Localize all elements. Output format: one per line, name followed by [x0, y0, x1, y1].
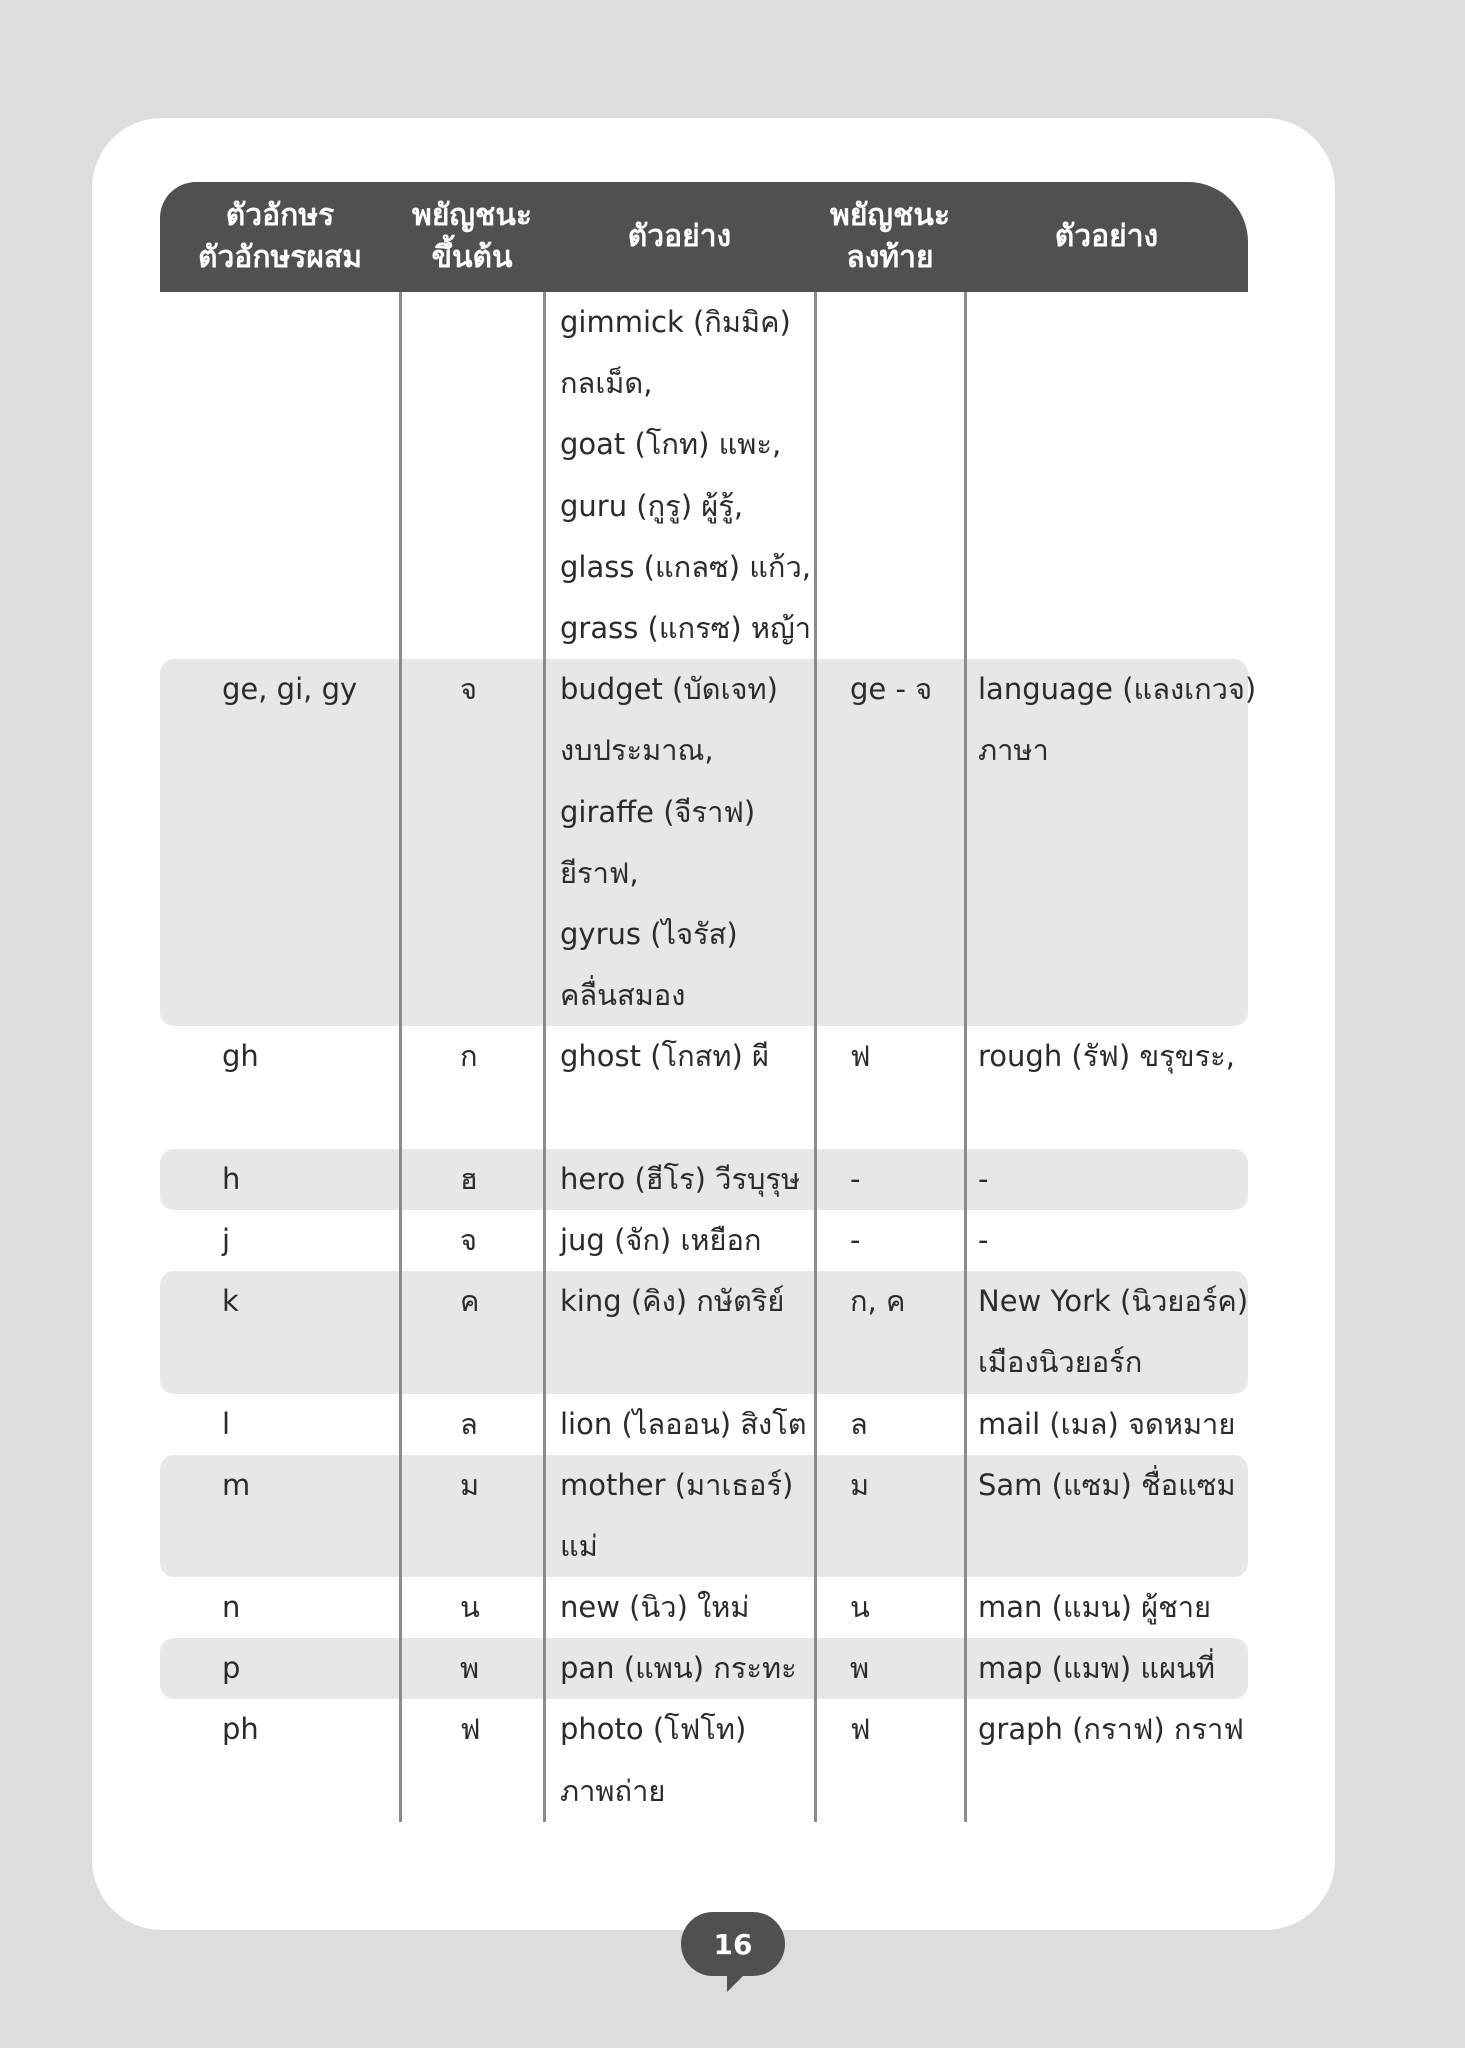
table-body — [160, 292, 1257, 1822]
cell-initial — [460, 1210, 477, 1271]
example-line: map (แมพ) แผนที่ — [978, 1651, 1216, 1686]
cell-text: ฟ — [460, 1712, 481, 1747]
cell-initial-examples — [560, 1210, 761, 1271]
cell-letter — [222, 659, 357, 720]
page-number-tail — [727, 1970, 749, 1992]
cell-text: ค — [460, 1284, 480, 1319]
cell-text: ก — [460, 1039, 478, 1074]
cell-text: น — [460, 1590, 480, 1625]
table-row — [160, 1699, 1248, 1821]
cell-text: น — [850, 1590, 870, 1625]
example-line: ยีราฟ, — [560, 855, 639, 890]
cell-initial-examples — [560, 1026, 769, 1087]
cell-text: จ — [460, 1222, 477, 1257]
cell-initial-examples — [560, 292, 811, 659]
example-line: man (แมน) ผู้ชาย — [978, 1590, 1212, 1625]
cell-final-examples — [978, 1455, 1236, 1516]
cell-final-examples — [978, 1026, 1235, 1087]
cell-initial-examples — [560, 1638, 797, 1699]
example-line: king (คิง) กษัตริย์ — [560, 1284, 785, 1319]
example-line: new (นิว) ใหม่ — [560, 1590, 750, 1625]
cell-initial-examples — [560, 1149, 800, 1210]
cell-final — [850, 1394, 868, 1455]
example-line: ภาพถ่าย — [560, 1773, 666, 1808]
example-line: ghost (โกสท) ผี — [560, 1039, 770, 1074]
cell-text: m — [222, 1467, 251, 1502]
example-line: gimmick (กิมมิค) — [560, 305, 791, 339]
cell-final-examples — [978, 1149, 988, 1210]
cell-final-examples — [978, 1577, 1211, 1638]
cell-initial — [460, 1394, 478, 1455]
cell-text: h — [222, 1161, 241, 1196]
cell-final — [850, 1271, 905, 1332]
table-row — [160, 1210, 1248, 1271]
cell-letter — [222, 1210, 230, 1271]
table-row — [160, 1577, 1248, 1638]
cell-final — [850, 659, 932, 720]
cell-letter — [222, 1271, 239, 1332]
example-line: Sam (แซม) ชื่อแซม — [978, 1467, 1236, 1502]
table-row — [160, 292, 1248, 659]
example-line: jug (จัก) เหยือก — [560, 1222, 762, 1257]
header-initial-consonant: พยัญชนะ ขึ้นต้น — [412, 198, 532, 275]
header-initial-example: ตัวอย่าง — [627, 219, 732, 254]
cell-text: ฟ — [850, 1039, 871, 1074]
example-line: mother (มาเธอร์) — [560, 1467, 794, 1502]
example-line: งบประมาณ, — [560, 733, 714, 768]
table-row — [160, 1026, 1248, 1148]
cell-initial — [460, 1638, 479, 1699]
example-line: glass (แกลซ) แก้ว, — [560, 549, 811, 584]
example-line: เมืองนิวยอร์ก — [978, 1345, 1143, 1380]
cell-initial-examples — [560, 1455, 793, 1577]
cell-final-examples — [978, 1271, 1248, 1393]
cell-initial-examples — [560, 1271, 784, 1332]
cell-initial-examples — [560, 1394, 807, 1455]
cell-final-examples — [978, 1394, 1235, 1455]
cell-final-examples — [978, 1210, 988, 1271]
example-line: gyrus (ไจรัส) — [560, 916, 738, 951]
cell-text: พ — [460, 1651, 480, 1686]
cell-text: ล — [460, 1406, 478, 1441]
example-line: rough (รัฟ) ขรุขระ, — [978, 1039, 1235, 1074]
cell-final — [850, 1026, 871, 1087]
table-row — [160, 1394, 1248, 1455]
example-line: giraffe (จีราฟ) — [560, 794, 756, 829]
cell-text: ฮ — [460, 1161, 478, 1196]
cell-text: k — [222, 1284, 239, 1319]
table-row — [160, 659, 1257, 1026]
cell-letter — [222, 1149, 240, 1210]
cell-final — [850, 1455, 869, 1516]
cell-initial — [460, 1455, 479, 1516]
cell-initial-examples — [560, 1699, 746, 1821]
table-row — [160, 1638, 1248, 1699]
cell-text: gh — [222, 1039, 259, 1074]
example-line: New York (นิวยอร์ค) — [978, 1284, 1249, 1319]
cell-text: ล — [850, 1406, 868, 1441]
cell-letter — [222, 1638, 240, 1699]
column-divider — [399, 292, 402, 1822]
cell-initial — [460, 1271, 479, 1332]
cell-initial-examples — [560, 1577, 750, 1638]
cell-final — [850, 1638, 869, 1699]
example-line: ภาษา — [978, 733, 1049, 768]
table-row — [160, 1455, 1248, 1577]
cell-initial — [460, 659, 477, 720]
example-line: photo (โฟโท) — [560, 1712, 747, 1747]
example-line: guru (กูรู) ผู้รู้, — [560, 488, 744, 523]
cell-initial — [460, 1149, 478, 1210]
cell-text: ม — [460, 1467, 480, 1502]
cell-final — [850, 1210, 860, 1271]
cell-text: ge, gi, gy — [222, 672, 358, 707]
cell-final-examples — [978, 1699, 1244, 1760]
cell-text: - — [850, 1161, 861, 1196]
table-row — [160, 1149, 1248, 1210]
cell-initial — [460, 1026, 478, 1087]
example-line: - — [978, 1161, 989, 1196]
example-line: mail (เมล) จดหมาย — [978, 1406, 1236, 1441]
header-final-example: ตัวอย่าง — [1054, 219, 1159, 254]
example-line: lion (ไลออน) สิงโต — [560, 1406, 807, 1441]
example-line: แม่ — [560, 1528, 598, 1563]
header-final-consonant: พยัญชนะ ลงท้าย — [830, 198, 950, 275]
column-divider — [814, 292, 817, 1822]
cell-text: ก, ค — [850, 1284, 906, 1319]
example-line: hero (ฮีโร) วีรบุรุษ — [560, 1161, 801, 1196]
cell-final — [850, 1149, 860, 1210]
table-row — [160, 1271, 1248, 1393]
page-number: 16 — [681, 1912, 785, 1976]
cell-letter — [222, 1026, 259, 1087]
example-line: - — [978, 1222, 989, 1257]
cell-text: ฟ — [850, 1712, 871, 1747]
cell-text: - — [850, 1222, 861, 1257]
cell-final — [850, 1699, 871, 1760]
example-line: goat (โกท) แพะ, — [560, 427, 782, 462]
cell-final — [850, 1577, 870, 1638]
example-line: grass (แกรซ) หญ้า — [560, 610, 812, 645]
cell-letter — [222, 1455, 250, 1516]
cell-letter — [222, 1577, 240, 1638]
cell-text: ph — [222, 1712, 259, 1747]
example-line: pan (แพน) กระทะ — [560, 1651, 797, 1686]
cell-letter — [222, 1699, 259, 1760]
cell-letter — [222, 1394, 230, 1455]
cell-text: n — [222, 1590, 241, 1625]
example-line: คลื่นสมอง — [560, 978, 686, 1013]
cell-text: ge - จ — [850, 672, 933, 707]
example-line: กลเม็ด, — [560, 366, 653, 401]
table-header — [160, 182, 1248, 292]
cell-final-examples — [978, 659, 1256, 781]
example-line: language (แลงเกวจ) — [978, 672, 1257, 707]
header-letter: ตัวอักษร ตัวอักษรผสม — [197, 198, 363, 275]
column-divider — [964, 292, 967, 1822]
cell-initial-examples — [560, 659, 778, 1026]
cell-initial — [460, 1577, 480, 1638]
cell-text: ม — [850, 1467, 870, 1502]
cell-text: j — [222, 1222, 231, 1257]
cell-final-examples — [978, 1638, 1215, 1699]
cell-text: จ — [460, 672, 477, 707]
example-line: budget (บัดเจท) — [560, 672, 778, 707]
example-line: graph (กราฟ) กราฟ — [978, 1712, 1244, 1747]
cell-text: l — [222, 1406, 231, 1441]
consonant-table — [160, 182, 1257, 1822]
column-divider — [543, 292, 546, 1822]
cell-text: p — [222, 1651, 241, 1686]
cell-text: พ — [850, 1651, 870, 1686]
cell-initial — [460, 1699, 481, 1760]
